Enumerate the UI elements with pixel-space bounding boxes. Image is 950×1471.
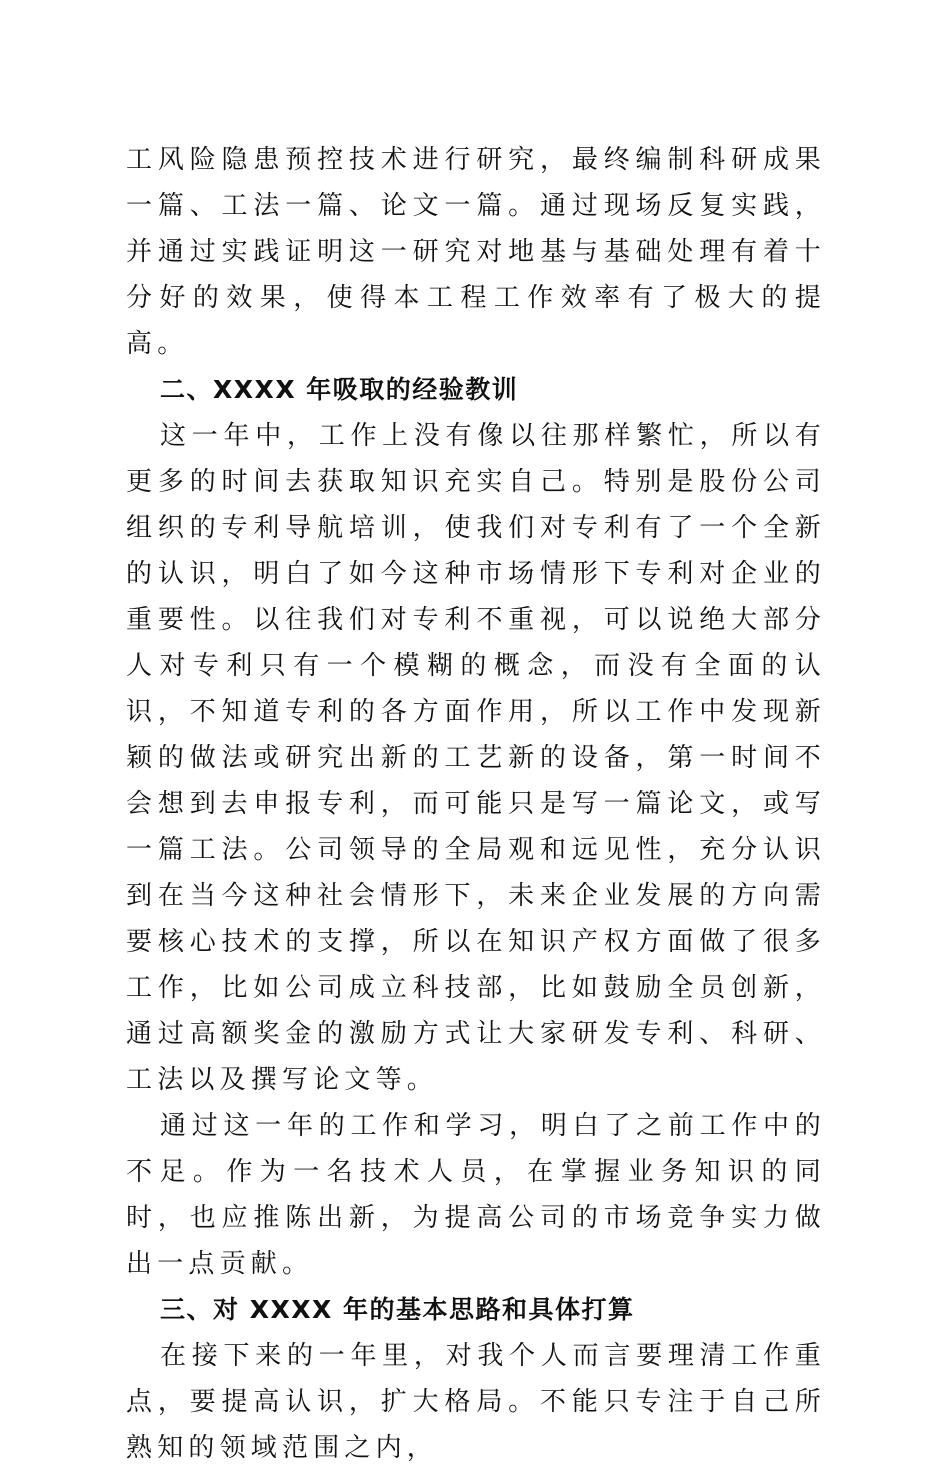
paragraph-next-year: 在接下来的一年里，对我个人而言要理清工作重点，要提高认识，扩大格局。不能只专注于自己所熟知的领域范围之内， — [126, 1341, 826, 1463]
paragraph-patent-training: 这一年中，工作上没有像以往那样繁忙，所以有更多的时间去获取知识充实自己。特别是股份公司组织的专利导航培训，使我们对专利有了一个全新的认识，明白了如今这种市场情形下专利对企业的重要性。以往我们对专利不重视，可以说绝大部分人对专利只有一个模糊的概念，而没有全面的认识，不知道专利的各方面作用，所以工作中发现新颖的做法或研究出新的工艺新的设备，第一时间不会想到去申报专利，而可能只是写一篇论文，或写一篇工法。公司领导的全局观和远见性，充分认识到在当今这种社会情形下，未来企业发展的方向需要核心技术的支撑，所以在知识产权方面做了很多工作，比如公司成立科技部，比如鼓励全员创新，通过高额奖金的激励方式让大家研发专利、科研、工法以及撰写论文等。 — [126, 421, 826, 1095]
section-heading-lessons: 二、XXXX 年吸取的经验教训 — [160, 375, 519, 404]
document-body — [126, 137, 826, 1471]
section-heading-plan: 三、对 XXXX 年的基本思路和具体打算 — [160, 1295, 635, 1324]
paragraph-continuation: 工风险隐患预控技术进行研究，最终编制科研成果一篇、工法一篇、论文一篇。通过现场反复实践，并通过实践证明这一研究对地基与基础处理有着十分好的效果，使得本工程工作效率有了极大的提高。 — [126, 145, 826, 359]
paragraph-reflection: 通过这一年的工作和学习，明白了之前工作中的不足。作为一名技术人员，在掌握业务知识的同时，也应推陈出新，为提高公司的市场竞争实力做出一点贡献。 — [126, 1111, 826, 1279]
